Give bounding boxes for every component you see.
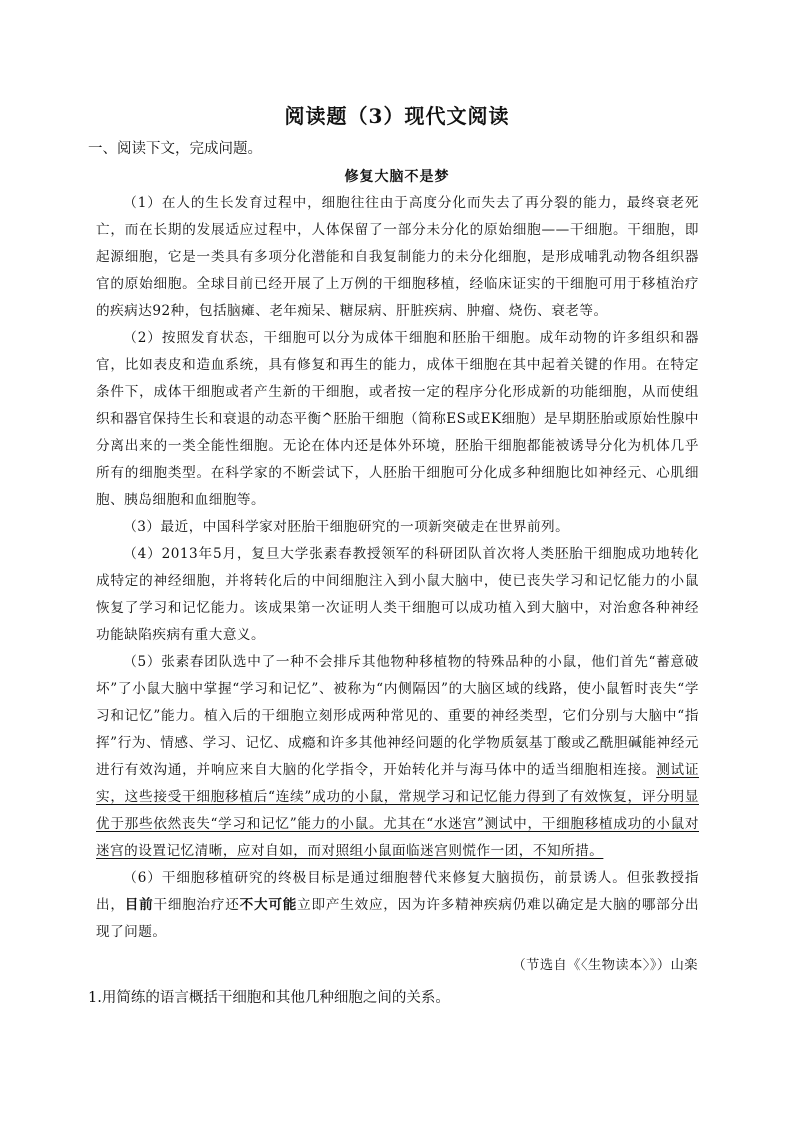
paragraph-6 [96,865,699,946]
bold-word-current: 目前 [124,897,154,913]
paragraph-6-text-d: 立即产生效应，因为许多精神疾病仍难以确定是大脑的哪部分出现了问题。 [96,897,700,940]
paragraph-3: （3）最近，中国科学家对胚胎干细胞研究的一项新突破走在世界前列。 [123,519,570,535]
paragraph-1: （1）在人的生长发育过程中，细胞往往由于高度分化而失去了再分裂的能力，最终衰老死亡，而在长期的发展适应过程中，人体保留了一部分未分化的原始细胞——干细胞。干细胞，即起源细胞，它是一类具有多项分化潜能和自我复制能力的未分化细胞，是形成哺乳动物各组织器官的原始细胞。全球目前已经开展了上万例的干细胞移植，经临床证实的干细胞可用于移植治疗的疾病达92种，包括脑瘫、老年痴呆、糖尿病、肝脏疾病、肿瘤、烧伤、衰老等。 [96,195,699,319]
paragraph-5-text: （5）张素春团队选中了一种不会排斥其他物种移植物的特殊品种的小鼠，他们首先“蓄意破坏”了小鼠大脑中掌握“学习和记忆”、被称为“内侧隔因”的大脑区域的线路，使小鼠暂时丧失“学习和记忆”能力。植入后的干细胞立刻形成两种常见的、重要的神经类型，它们分别与大脑中“指挥”行为、情感、学习、记忆、成瘾和许多其他神经问题的化学物质氨基丁酸或乙酰胆碱能神经元进行有效沟通，并响应来自大脑的化学指令，开始转化并与海马体中的适当细胞相连接。 [96,654,699,778]
paragraph-4: （4）2013年5月，复旦大学张素春教授领军的科研团队首次将人类胚胎干细胞成功地转化成特定的神经细胞，并将转化后的中间细胞注入到小鼠大脑中，使已丧失学习和记忆能力的小鼠恢复了学习和记忆能力。该成果第一次证明人类干细胞可以成功植入到大脑中，对治愈各种神经功能缺陷疾病有重大意义。 [96,546,699,643]
question-1: 1.用简练的语言概括干细胞和其他几种细胞之间的关系。 [88,990,450,1006]
paragraph-6-text-c: 干细胞治疗还 [153,897,240,913]
source-citation: （节选自《〈生物读本〉》）山楽 [512,958,698,973]
paragraph-6-text-a: （6）干细胞移植研究的终极目标是通过细胞替代来修复大脑损伤，前景诱人。但张教授指出， [96,870,699,913]
section-heading: 一、阅读下文，完成问题。 [88,141,262,157]
bold-word-unlikely: 不大可能 [239,897,298,913]
article-title: 修复大脑不是梦 [344,169,450,185]
paragraph-5 [96,649,699,865]
paragraph-2: （2）按照发育状态，干细胞可以分为成体干细胞和胚胎干细胞。成年动物的许多组织和器官，比如表皮和造血系统，具有修复和再生的能力，成体干细胞在其中起着关键的作用。在特定条件下，成体干细胞或者产生新的干细胞，或者按一定的程序分化形成新的功能细胞，从而使组织和器官保持生长和衰退的动态平衡^胚胎干细胞（简称ES或EK细胞）是早期胚胎或原始性腺中分离出来的一类全能性细胞。无论在体内还是体外环境，胚胎干细胞都能被诱导分化为机体几乎所有的细胞类型。在科学家的不断尝试下，人胚胎干细胞可分化成多种细胞比如神经元、心肌细胞、胰岛细胞和血细胞等。 [96,330,699,508]
underlined-passage: 测试证实，这些接受干细胞移植后“连续”成功的小鼠，常规学习和记忆能力得到了有效恢复，评分明显优于那些依然丧失“学习和记忆”能力的小鼠。尤其在“水迷宫”测试中，干细胞移植成功的小鼠对迷宫的设置记忆清晰，应对自如，而对照组小鼠面临迷宫则慌作一团，不知所措。 [96,762,700,859]
page-title: 阅读题（3）现代文阅读 [284,104,510,128]
article-body [96,190,699,946]
